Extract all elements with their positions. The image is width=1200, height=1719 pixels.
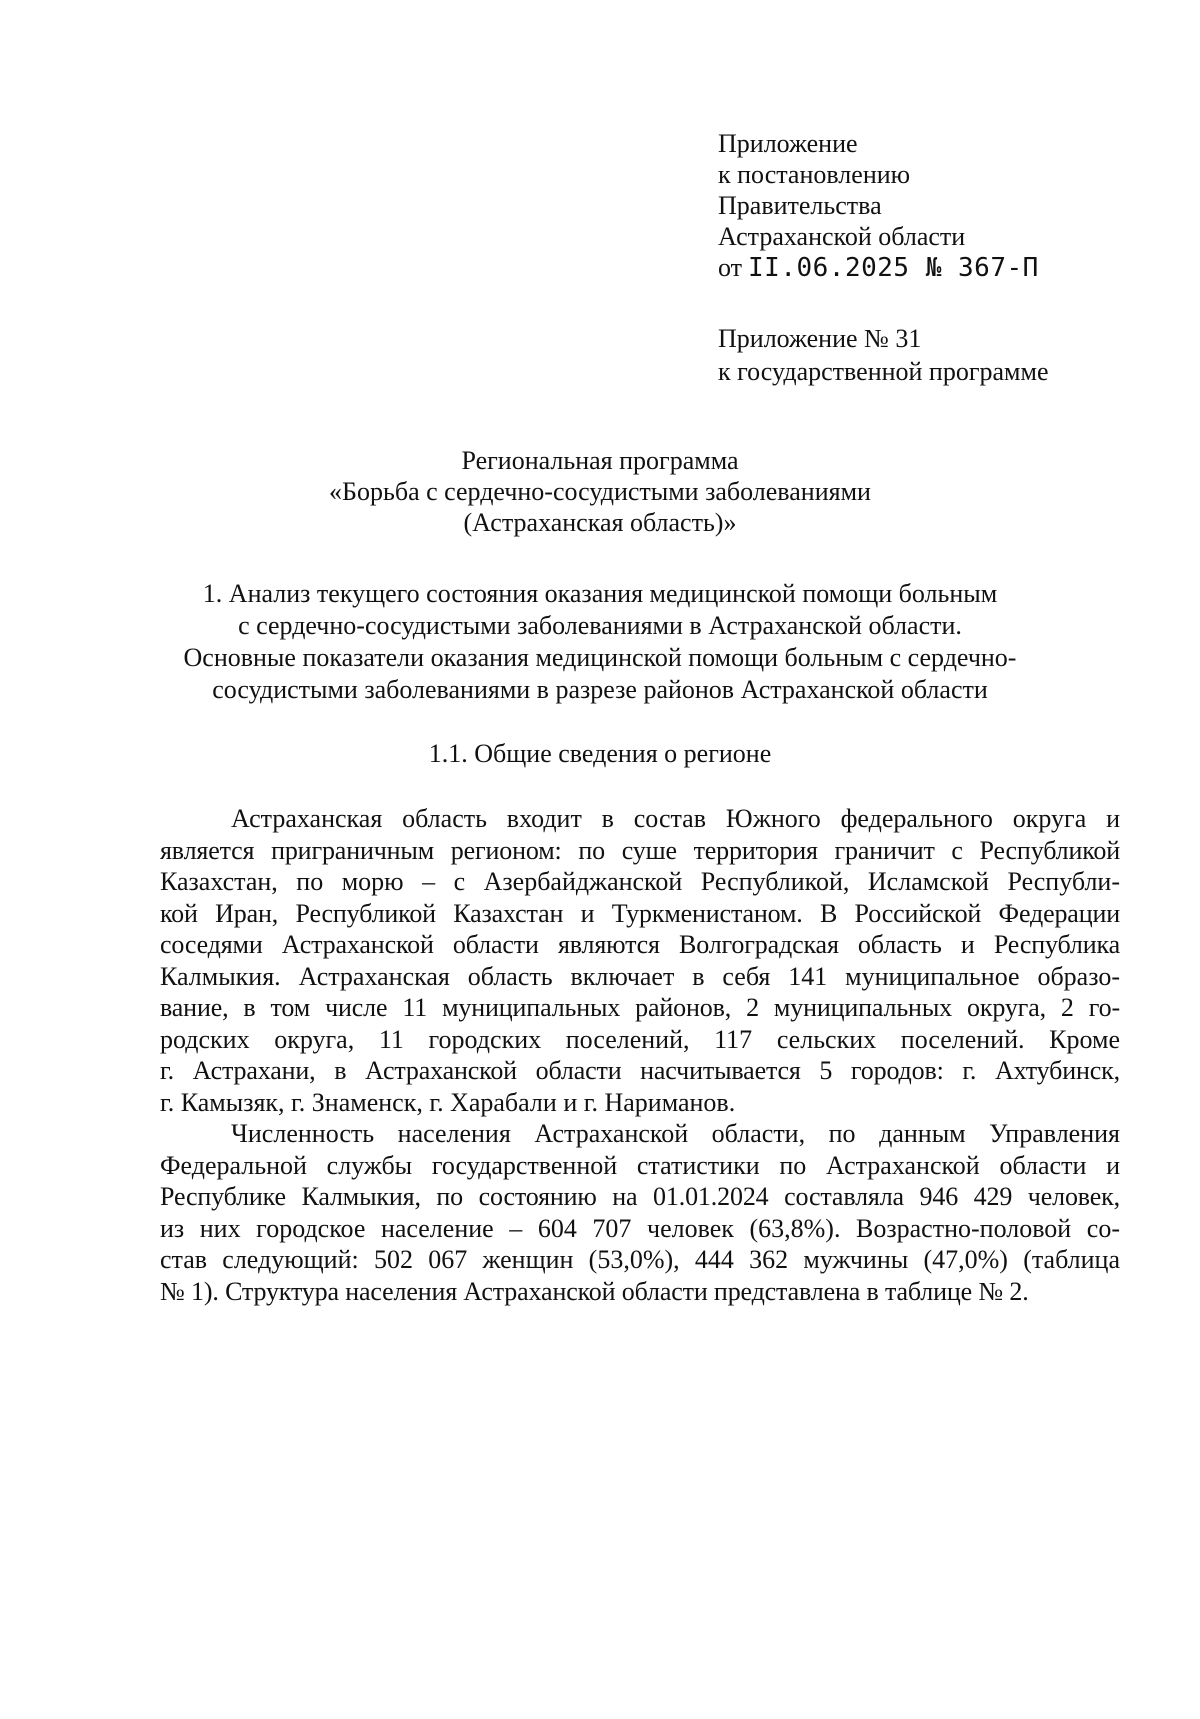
header-line: Правительства (718, 191, 882, 220)
text-line: г. Астрахани, в Астраханской области насчитывается 5 городов: г. Ахтубинск, (160, 1056, 1120, 1085)
appendix-header (718, 322, 1148, 388)
date-line (718, 252, 1138, 284)
header-line: Приложение (718, 129, 858, 158)
program-title-line: Региональная программа (461, 446, 739, 475)
appendix-line: к государственной программе (718, 357, 1049, 386)
appendix-line: Приложение № 31 (718, 324, 922, 353)
program-title (160, 445, 1040, 538)
section-heading-line: с сердечно-сосудистыми заболеваниями в Астраханской области. (238, 611, 962, 640)
text-line: родских округа, 11 городских поселений, 117 сельских поселений. Кроме (160, 1024, 1120, 1054)
program-title-line: «Борьба с сердечно-сосудистыми заболеваниями (329, 477, 871, 506)
section-heading-line: Основные показатели оказания медицинской помощи больным с сердечно- (183, 643, 1017, 672)
text-line: Республике Калмыкия, по состоянию на 01.01.2024 составляла 946 429 человек, (160, 1182, 1120, 1211)
section-heading (140, 578, 1060, 706)
section-heading-line: сосудистыми заболеваниями в разрезе районов Астраханской области (212, 675, 988, 704)
date-stamp: II.06.2025 № 367-П (748, 253, 1039, 283)
paragraph (160, 1118, 1120, 1307)
text-line: соседями Астраханской области являются Волгоградская область и Республика (160, 930, 1120, 959)
body-text (160, 803, 1120, 1307)
text-line: Численность населения Астраханской области, по данным Управления (231, 1119, 1120, 1148)
text-line: вание, в том числе 11 муниципальных районов, 2 муниципальных округа, 2 го- (160, 993, 1120, 1022)
section-heading-line: 1. Анализ текущего состояния оказания медицинской помощи больным (202, 579, 998, 608)
text-line: став следующий: 502 067 женщин (53,0%), 444 362 мужчины (47,0%) (таблица (160, 1245, 1120, 1274)
header-line: к постановлению (718, 160, 911, 189)
text-line: Казахстан, по морю – с Азербайджанской Республикой, Исламской Республи- (160, 867, 1120, 896)
text-line: Калмыкия. Астраханская область включает в себя 141 муниципальное образо- (160, 961, 1120, 991)
text-line: Федеральной службы государственной статистики по Астраханской области и (160, 1150, 1120, 1180)
text-line: Астраханская область входит в состав Южного федерального округа и (231, 804, 1120, 833)
program-title-line: (Астраханская область)» (463, 508, 737, 537)
paragraph (160, 803, 1120, 1118)
resolution-header (718, 128, 1138, 284)
text-line: из них городское население – 604 707 человек (63,8%). Возрастно-половой со- (160, 1213, 1120, 1243)
text-line: № 1). Структура населения Астраханской области представлена в таблице № 2. (160, 1276, 1029, 1306)
text-line: г. Камызяк, г. Знаменск, г. Харабали и г. Нариманов. (160, 1087, 736, 1117)
date-prefix: от (718, 253, 743, 282)
text-line: кой Иран, Республикой Казахстан и Туркменистаном. В Российской Федерации (160, 898, 1120, 928)
header-line: Астраханской области (718, 222, 966, 251)
subsection-heading: 1.1. Общие сведения о регионе (428, 739, 772, 768)
text-line: является приграничным регионом: по суше территория граничит с Республикой (160, 835, 1120, 865)
